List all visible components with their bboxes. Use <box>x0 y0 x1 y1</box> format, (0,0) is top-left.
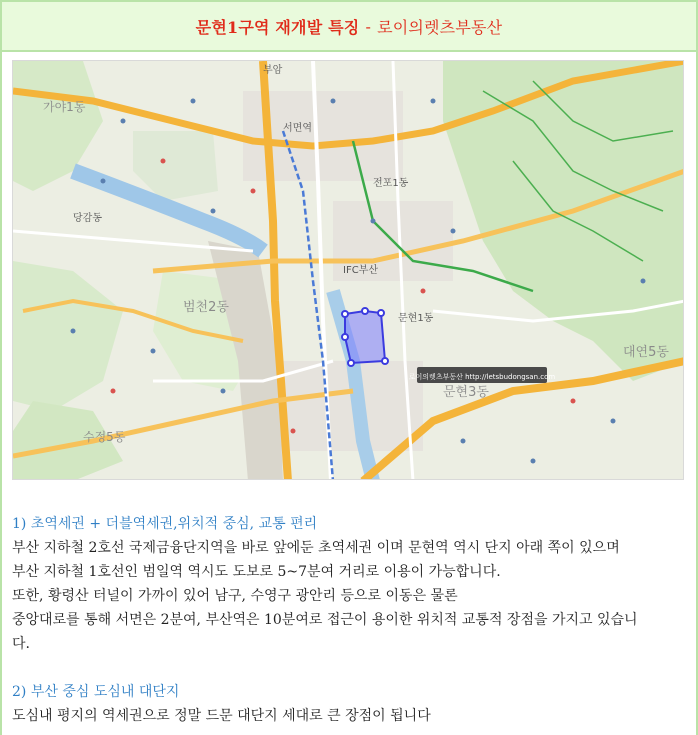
section-1-line-5: 다. <box>12 636 30 652</box>
agency-name: 로이의렛츠부동산 <box>377 17 503 37</box>
map-label-jeonpo: 전포1동 <box>373 178 409 189</box>
map-label-munhyeon: 문현1동 <box>398 313 434 324</box>
section-spacer <box>12 656 684 680</box>
section-title-1: 1) 초역세권 + 더블역세권,위치적 중심, 교통 편리 <box>12 516 318 532</box>
map-label-dangam: 당감동 <box>73 213 102 224</box>
map-label-beomcheon: 범천2동 <box>183 300 229 315</box>
article-body <box>12 512 684 728</box>
map-label-suyeong: 수정5동 <box>83 430 126 444</box>
section-2-line-1: 도심내 평지의 역세권으로 정말 드문 대단지 세대로 큰 장점이 됩니다 <box>12 708 431 724</box>
map-label-daeyeon: 대연5동 <box>623 345 669 360</box>
map-label-ifc: IFC부산 <box>343 265 379 276</box>
section-1-line-2: 부산 지하철 1호선인 범일역 역시도 도보로 5~7분여 거리로 이용이 가능합니다. <box>12 564 501 580</box>
map-label-moon3: 문현3동 <box>443 385 489 400</box>
location-map <box>12 60 684 480</box>
section-1-line-4: 중앙대로를 통해 서면은 2분여, 부산역은 10분여로 접근이 용이한 위치적 교통적 장점을 가지고 있습니 <box>12 612 638 628</box>
map-label-buam: 부암 <box>263 65 283 76</box>
map-label-seomyeon: 서면역 <box>283 123 312 134</box>
section-1-line-3: 또한, 황령산 터널이 가까이 있어 남구, 수영구 광안리 등으로 이동은 물론 <box>12 588 458 604</box>
map-callout-label: 로이의렛츠부동산 http://letsbudongsan.com <box>408 373 556 381</box>
section-1-line-1: 부산 지하철 2호선 국제금융단지역을 바로 앞에둔 초역세권 이며 문현역 역시 단지 아래 쪽이 있으며 <box>12 540 620 556</box>
title-separator: - <box>365 16 372 36</box>
section-title-2: 2) 부산 중심 도심내 대단지 <box>12 684 180 700</box>
map-label-gaya: 가야1동 <box>43 100 86 114</box>
page-header <box>0 0 698 52</box>
page-title: 문현1구역 재개발 특징 <box>195 17 360 37</box>
